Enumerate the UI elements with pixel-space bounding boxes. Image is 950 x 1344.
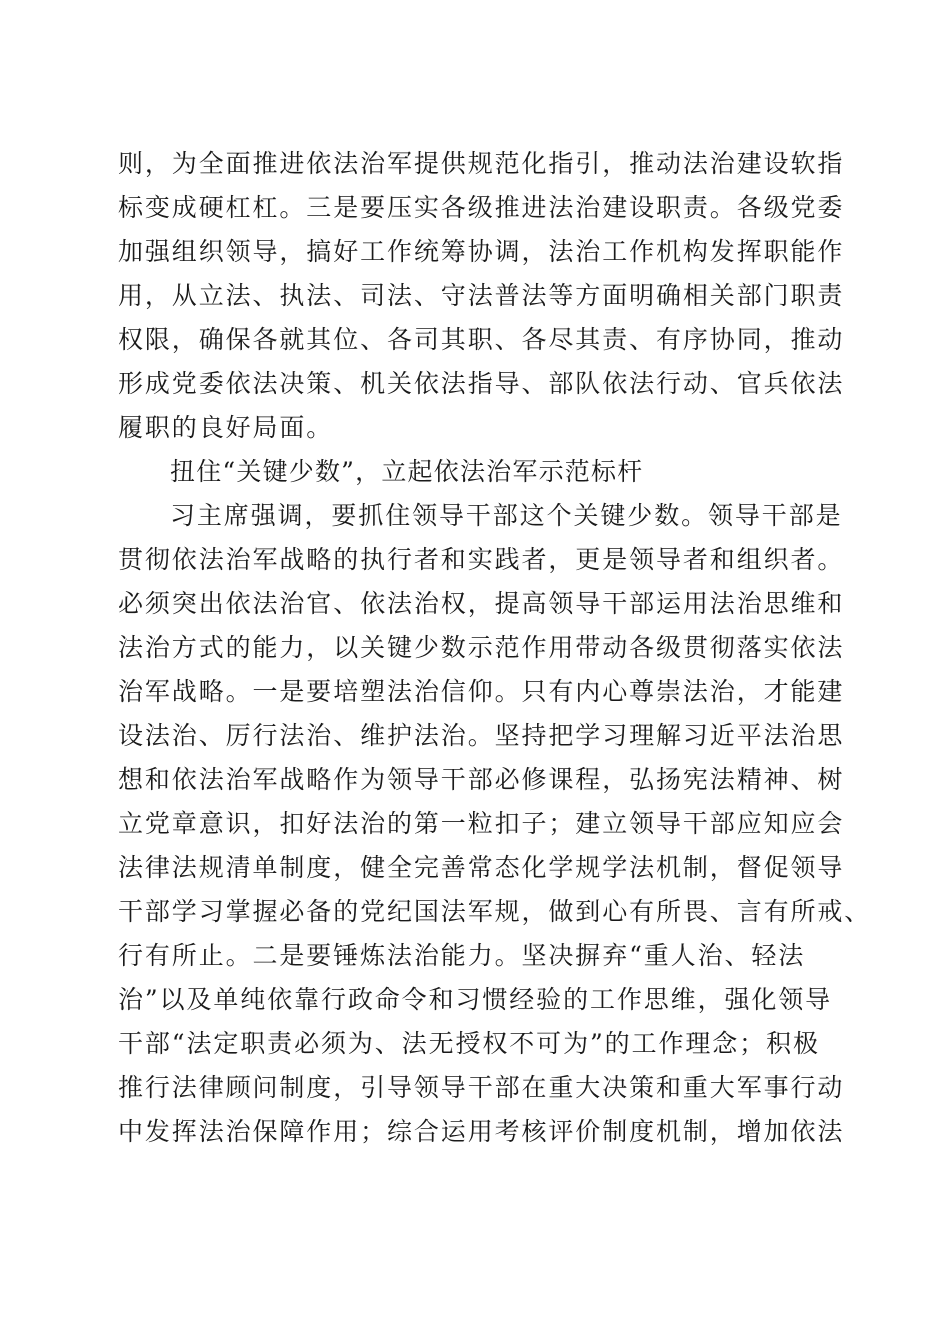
text-line: 用，从立法、执法、司法、守法普法等方面明确相关部门职责 [118,281,845,310]
section-heading: 扭住“关键少数”，立起依法治军示范标杆 [170,457,644,486]
text-line: 干部学习掌握必备的党纪国法军规，做到心有所畏、言有所戒、 [118,897,872,926]
text-line: 标变成硬杠杠。三是要压实各级推进法治建设职责。各级党委 [118,193,845,222]
text-line: 设法治、厉行法治、维护法治。坚持把学习理解习近平法治思 [118,721,845,750]
text-line: 则，为全面推进依法治军提供规范化指引，推动法治建设软指 [118,149,845,178]
text-line: 形成党委依法决策、机关依法指导、部队依法行动、官兵依法 [118,369,845,398]
text-line: 中发挥法治保障作用；综合运用考核评价制度机制，增加依法 [118,1117,845,1146]
text-line: 立党章意识，扣好法治的第一粒扣子；建立领导干部应知应会 [118,809,845,838]
text-line: 贯彻依法治军战略的执行者和实践者，更是领导者和组织者。 [118,545,845,574]
text-line: 法治方式的能力，以关键少数示范作用带动各级贯彻落实依法 [118,633,845,662]
paragraph-first-line: 习主席强调，要抓住领导干部这个关键少数。领导干部是 [170,501,843,530]
text-line: 加强组织领导，搞好工作统筹协调，法治工作机构发挥职能作 [118,237,845,266]
text-line: 权限，确保各就其位、各司其职、各尽其责、有序协同，推动 [118,325,845,354]
text-line: 行有所止。二是要锤炼法治能力。坚决摒弃“重人治、轻法 [118,941,806,970]
text-line: 治”以及单纯依靠行政命令和习惯经验的工作思维，强化领导 [118,985,833,1014]
text-line: 必须突出依法治官、依法治权，提高领导干部运用法治思维和 [118,589,845,618]
text-line: 法律法规清单制度，健全完善常态化学规学法机制，督促领导 [118,853,845,882]
text-line: 想和依法治军战略作为领导干部必修课程，弘扬宪法精神、树 [118,765,845,794]
text-line: 推行法律顾问制度，引导领导干部在重大决策和重大军事行动 [118,1073,845,1102]
text-line: 治军战略。一是要培塑法治信仰。只有内心尊崇法治，才能建 [118,677,845,706]
text-line: 履职的良好局面。 [118,413,334,442]
text-line: 干部“法定职责必须为、法无授权不可为”的工作理念；积极 [118,1029,820,1058]
